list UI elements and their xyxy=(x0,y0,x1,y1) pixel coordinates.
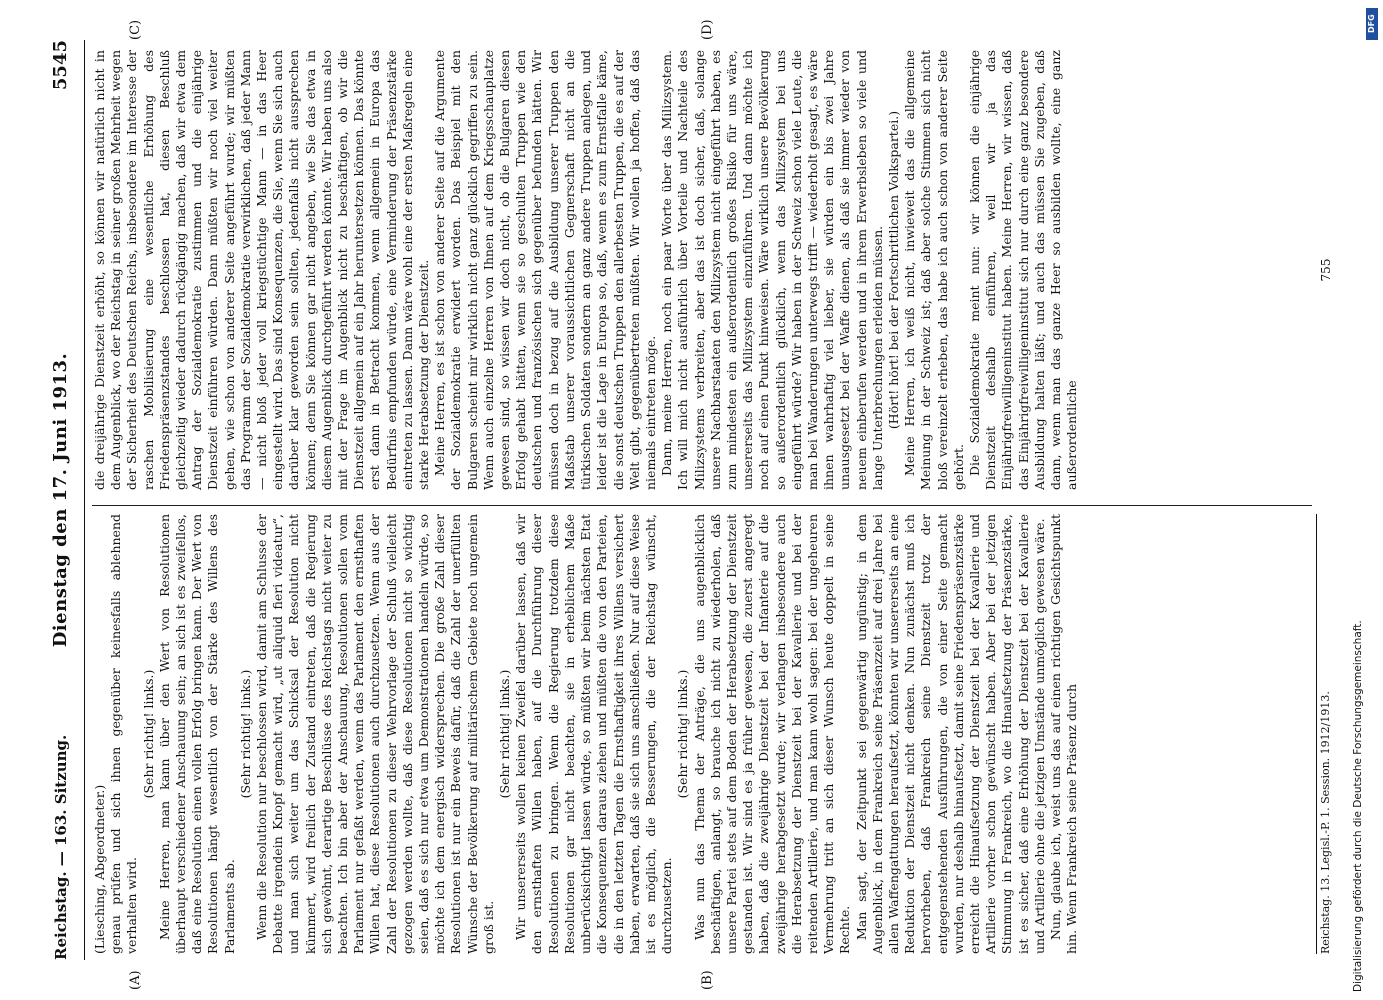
page-number: 5545 xyxy=(50,40,71,91)
interjection: (Sehr richtig! links.) xyxy=(675,669,691,799)
marker-a: (A) xyxy=(128,970,143,990)
paragraph: genau prüfen und sich ihnen gegenüber keinesfalls ablehnend verhalten wird. xyxy=(108,514,140,954)
paragraph: Meine Herren, es ist schon von anderer Seite auf die Argumente der Sozialdemokratie erwidert worden. Das Beispiel mit den Bulgaren scheint mir wirklich nicht ganz glücklich gegriffen zu sein. Wenn auch einzelne Herren von Ihnen auf dem Kriegsschauplatze gewesen sind, so wissen wir doch nicht, ob die Bulgaren diesen Erfolg gehabt hätten, wenn sie so geschulten Truppen wie den deutschen und französischen sich gegenüber befunden hätten. Wir müssen doch in bezug auf die Ausbildung unserer Truppen den Maßstab unserer voraussichtlichen Gegnerschaft nicht an die türkischen Soldaten sondern an ganz andere Truppen anlegen, und leider ist die Lage in Europa so, daß, wenn es zum Ernstfalle käme, die sonst deutschen Truppen den allerbesten Truppen, die es auf der Welt gibt, gegenübertreten müßten. Wir wollen ja hoffen, daß das niemals eintreten möge. xyxy=(432,50,658,490)
footer-sheet-number: 755 xyxy=(1319,258,1333,282)
interjection: (Sehr richtig! links.) xyxy=(140,669,156,799)
paragraph: Nun, glaube ich, weist uns das auf einen richtigen Gesichtspunkt hin. Wenn Frankreich seine Präsenz durch xyxy=(1047,514,1080,954)
header-session: Reichstag. — 163. Sitzung. xyxy=(52,734,70,960)
paragraph: Man sagt, der Zeitpunkt sei gegenwärtig ungünstig; in dem Augenblick, in dem Frankreich seine Präsenzzeit auf drei Jahre bei allen Waffengattungen heraufsetzt, könnten wir unsererseits an eine Reduktion der Dienstzeit nicht denken. Nun zunächst muß ich hervorheben, daß Frankreich seine Dienstzeit trotz der entgegenstehenden Ausführungen, die von einer Seite gemacht wurden, nur deshalb hinaufsetzt, damit seine Friedenspräsenzstärke erreicht die Hinaufsetzung der Dienstzeit bei der Kavallerie und Artillerie vorher schon gewünscht haben. Aber bei der jetzigen Stimmung in Frankreich, wo die Hinaufsetzung der Präsenzstärke, ist es sicher, daß eine Erhöhung der Dienstzeit bei der Kavallerie und Artillerie ohne die jetzigen Umstände unmöglich gewesen wäre. xyxy=(853,514,1047,954)
paragraph: Was nun das Thema der Anträge, die uns augenblicklich beschäftigen, anlangt, so brauche ich nicht zu wiederholen, daß unsere Partei stets auf dem Boden der Herabsetzung der Dienstzeit gestanden ist. Wir sind es ja früher gewesen, die zuerst angeregt haben, daß die zweijährige Dienstzeit bei der Infanterie auf die zweijährige herabgesetzt wurde; wir verlangen insbesondere auch die Herabsetzung der Dienstzeit bei der Kavallerie und bei der reitenden Artillerie, und man kann wohl sagen: bei der ungeheuren Vermehrung tritt an sich dieser Wunsch heute doppelt in seine Rechte. xyxy=(691,514,853,954)
paragraph: Meine Herren, man kann über den Wert von Resolutionen überhaupt verschiedener Anschauung sein; an sich ist es zweifellos, daß eine Resolution einen vollen Erfolg bringen kann. Der Wert von Resolutionen hängt wesentlich von der Stärke des Willens des Parlaments ab. xyxy=(156,514,237,954)
dfg-logo: DFG xyxy=(1366,8,1378,40)
paragraph: Wenn die Resolution nur beschlossen wird, damit am Schlusse der Debatte irgendein Knopf gemacht wird, „ut aliquid fieri videatur“, und man sich weiter um das Schicksal der Resolution nicht kümmert, wird freilich der Zustand eintreten, daß die Regierung sich gewöhnt, derartige Beschlüsse des Reichstags nicht weiter zu beachten. Ich bin aber der Anschauung, Resolutionen sollen vom Parlament nur gefaßt werden, wenn das Parlament den ernsthaften Willen hat, diese Resolutionen auch durchzusetzen. Wenn aus der Zahl der Resolutionen zu dieser Wehrvorlage der Schluß vielleicht gezogen werden wollte, daß diese Resolutionen nicht so wichtig seien, daß es sich nur etwa um Demonstrationen handeln würde, so möchte ich dem energisch widersprechen. Die große Zahl dieser Resolutionen ist nur ein Beweis dafür, daß die Zahl der unerfüllten Wünsche der Bevölkerung auf militärischem Gebiete noch ungemein groß ist. xyxy=(254,514,496,954)
interjection: (Sehr richtig! links.) xyxy=(497,669,513,799)
digitization-credit: Digitalisierung gefördert durch die Deutsche Forschungsgemeinschaft. xyxy=(1352,620,1364,992)
paragraph: die dreijährige Dienstzeit erhöht, so können wir natürlich nicht in dem Augenblick, wo der Reichstag in seiner großen Mehrheit wegen der Sicherheit des Deutschen Reichs, insbesondere im Interesse der raschen Mobilisierung eine wesentliche Erhöhung des Friedenspräsenzstandes beschlossen hat, diesen Beschluß gleichzeitig wieder dadurch rückgängig machen, daß wir etwa dem Antrag der Sozialdemokratie zustimmen und die einjährige Dienstzeit einführen würden. Dann müßten wir noch viel weiter gehen, wie schon von anderer Seite angeführt wurde; wir müßten das Programm der Sozialdemokratie verwirklichen, daß jeder Mann — nicht bloß jeder voll kriegstüchtige Mann — in das Heer eingestellt wird. Das sind Konsequenzen, die Sie, wenn Sie sich auch darüber klar geworden sein sollten, jedenfalls nicht aussprechen können; denn Sie können gar nicht angeben, wie Sie das etwa in diesem Augenblick durchgeführt werden könnte. Wir haben uns also mit der Frage im Augenblick nicht zu beschäftigen, ob wir die Dienstzeit allgemein auf ein Jahr heruntersetzen können. Das könnte erst dann in Betracht kommen, wenn allgemein in Europa das Bedürfnis empfunden würde, eine Verminderung der Präsenzstärke eintreten zu lassen. Dann wäre wohl eine der ersten Maßregeln eine starke Herabsetzung der Dienstzeit. xyxy=(92,50,432,490)
marker-b: (B) xyxy=(700,970,715,990)
left-column xyxy=(92,514,1312,954)
column-divider xyxy=(92,505,1312,506)
paragraph: Dann, meine Herren, noch ein paar Worte über das Milizsystem. Ich will mich nicht ausführlich über Vorteile und Nachteile des Milizsystems verbreiten, aber das ist doch sicher, daß, solange unsere Nachbarstaaten den Milizsystem nicht eingeführt haben, es zum mindesten ein außerordentlich großes Risiko für uns wäre, unsererseits das Milizsystem einzuführen. Und dann möchte ich noch auf einen Punkt hinweisen. Wäre wirklich unsere Bevölkerung so außerordentlich glücklich, wenn das Milizsystem bei uns eingeführt würde? Wir haben in der Schweiz schon viele Leute, die man bei Wanderungen unterwegs trifft — wiederholt gesagt, es wäre ihnen wahrhaftig viel lieber, sie würden ein bis zwei Jahre unausgesetzt bei der Waffe dienen, als daß sie immer wieder von neuem einberufen werden und in ihrem Erwerbsleben so viele und lange Unterbrechungen erleiden müssen. xyxy=(659,50,885,490)
paragraph: (Liesching, Abgeordneter.) xyxy=(92,784,107,954)
interjection: (Sehr richtig! links.) xyxy=(237,669,253,799)
marker-d: (D) xyxy=(700,19,715,40)
page-header xyxy=(48,40,85,960)
paragraph: Meine Herren, ich weiß nicht, inwieweit das die allgemeine Meinung in der Schweiz ist; daß aber solche Stimmen sich nicht bloß vereinzelt erheben, das habe ich auch schon von anderer Seite gehört. xyxy=(902,50,966,490)
right-column xyxy=(92,50,1312,490)
paragraph: Die Sozialdemokratie meint nun: wir können die einjährige Dienstzeit deshalb einführen, weil wir ja das Einjährigfreiwilligeninstitut haben. Meine Herren, wir wissen, daß das Einjährigfreiwilligeninstitut sich nur durch eine ganz besondere Ausbildung halten läßt; und auch das müssen Sie zugeben, daß dann, wenn man das ganze Heer so ausbilden wollte, eine ganz außerordentliche xyxy=(966,50,1080,490)
footer-legislature: Reichstag. 13. Legisl.-P. 1. Session. 1912/1913. xyxy=(1316,514,1332,954)
marker-c: (C) xyxy=(128,19,143,40)
paragraph: Wir unsererseits wollen keinen Zweifel darüber lassen, daß wir den ernsthaften Willen haben, auf die Durchführung dieser Resolutionen zu bringen. Wenn die Regierung trotzdem diese Resolutionen gar nicht beachten, sie in erheblichem Maße unberücksichtigt lassen würde, so müßten wir beim nächsten Etat die Konsequenzen daraus ziehen und müßten die von den Parteien, die in den letzten Tagen die Ernsthaftigkeit ihres Willens versichert haben, erwarten, daß sie sich uns anschließen. Nur auf diese Weise ist es möglich, die Besserungen, die der Reichstag wünscht, durchzusetzen. xyxy=(513,514,675,954)
interjection: (Hört! hört! bei der Fortschrittlichen Volkspartei.) xyxy=(885,110,901,430)
header-date: Dienstag den 17. Juni 1913. xyxy=(50,352,71,648)
